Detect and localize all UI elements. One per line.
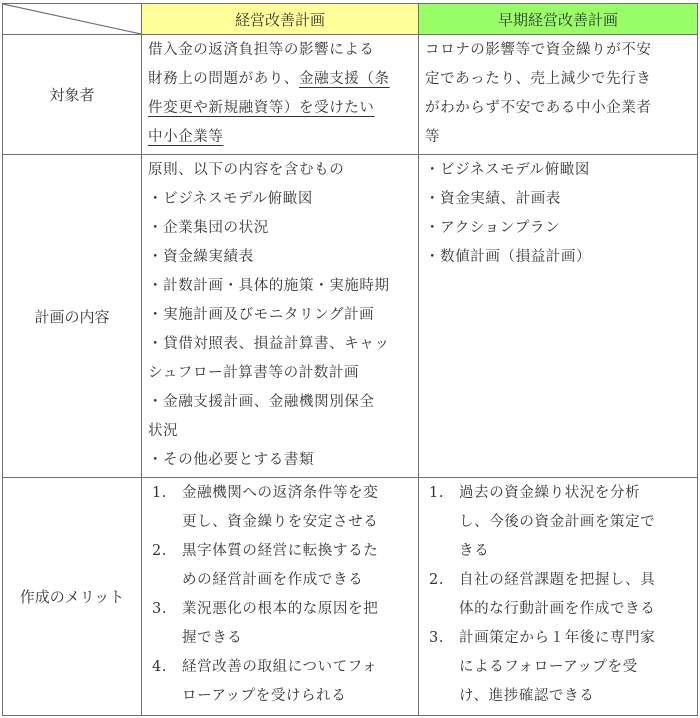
text-line <box>148 65 412 94</box>
underlined-text: 中小企業等 <box>148 129 224 145</box>
text-line <box>148 123 412 152</box>
text-line: 等 <box>425 129 441 145</box>
target-col1-cell <box>142 35 419 155</box>
item-number: 1. <box>429 485 445 501</box>
text-line: 握できる <box>182 630 243 646</box>
table-row-target <box>3 35 698 155</box>
list-item: ・アクションプラン <box>425 220 561 236</box>
list-item: ・ビジネスモデル俯瞰図 <box>148 191 313 207</box>
list-item: ・企業集団の状況 <box>148 220 269 236</box>
item-number: 2. <box>429 572 445 588</box>
text-line: 原則、以下の内容を含むもの <box>148 162 345 178</box>
list-item: ・その他必要とする書類 <box>148 452 315 468</box>
text-line: し、今後の資金計画を策定で <box>459 514 656 530</box>
item-number: 4. <box>152 659 168 675</box>
numbered-item <box>148 653 412 711</box>
text-line: 過去の資金繰り状況を分析 <box>459 485 641 501</box>
text-line: 体的な行動計画を作成できる <box>459 601 656 617</box>
text-line: 計画策定から１年後に専門家 <box>459 630 656 646</box>
underlined-text: 件変更や新規融資等）を受けたい <box>148 100 375 116</box>
text-segment: 財務上の問題があり、 <box>148 71 299 87</box>
list-item: ・資金繰実績表 <box>148 249 254 265</box>
numbered-item <box>425 566 691 624</box>
list-item: ・実施計画及びモニタリング計画 <box>148 307 375 323</box>
text-line: 黒字体質の経営に転換するた <box>182 543 379 559</box>
text-line: きる <box>459 543 490 559</box>
target-col2-cell <box>419 35 698 155</box>
text-line: 更し、資金繰りを安定させる <box>182 514 379 530</box>
table-row-merits <box>3 478 698 716</box>
merits-col1-cell <box>142 478 419 716</box>
underlined-text: 金融支援（条 <box>299 71 390 87</box>
text-line: によるフォローアップを受 <box>459 659 638 675</box>
numbered-item <box>425 479 691 566</box>
list-item: ・数値計画（損益計画） <box>425 249 592 265</box>
text-line: ローアップを受けられる <box>182 688 347 704</box>
item-number: 1. <box>152 485 168 501</box>
item-number: 2. <box>152 543 168 559</box>
text-line: け、進捗確認できる <box>459 688 595 704</box>
corner-cell <box>3 4 142 35</box>
table-row-plan-content <box>3 155 698 478</box>
diagonal-line-icon <box>3 4 141 34</box>
row-label-target: 対象者 <box>3 35 142 155</box>
text-line: 借入金の返済負担等の影響による <box>148 42 375 58</box>
list-item: ・資金実績、計画表 <box>425 191 561 207</box>
list-item: 状況 <box>148 423 179 439</box>
header-management-improvement-plan: 経営改善計画 <box>142 4 419 35</box>
text-line <box>148 94 412 123</box>
list-item: ・計数計画・具体的施策・実施時期 <box>148 278 390 294</box>
merits-col2-cell <box>419 478 698 716</box>
row-label-plan-content: 計画の内容 <box>3 155 142 478</box>
list-item: ・ビジネスモデル俯瞰図 <box>425 162 590 178</box>
plan-content-col1-cell <box>142 155 419 478</box>
text-line: コロナの影響等で資金繰りが不安 <box>425 42 652 58</box>
row-label-merits: 作成のメリット <box>3 478 142 716</box>
text-line: 金融機関への返済条件等を変 <box>182 485 379 501</box>
numbered-item <box>148 479 412 537</box>
list-item: ・金融支援計画、金融機関別保全 <box>148 394 375 410</box>
list-item: シュフロー計算書等の計数計画 <box>148 365 360 381</box>
numbered-item <box>425 624 691 711</box>
header-row <box>3 4 698 35</box>
text-line: がわからず不安である中小企業者 <box>425 100 652 116</box>
list-item: ・貸借対照表、損益計算書、キャッ <box>148 336 390 352</box>
plan-content-col2-cell <box>419 155 698 478</box>
text-line: 業況悪化の根本的な原因を把 <box>182 601 379 617</box>
item-number: 3. <box>152 601 168 617</box>
item-number: 3. <box>429 630 445 646</box>
header-early-management-improvement-plan: 早期経営改善計画 <box>419 4 698 35</box>
text-line: 定であったり、売上減少で先行き <box>425 71 652 87</box>
text-line: 自社の経営課題を把握し、具 <box>459 572 656 588</box>
numbered-item <box>148 595 412 653</box>
text-line: めの経営計画を作成できる <box>182 572 364 588</box>
numbered-item <box>148 537 412 595</box>
comparison-table <box>2 3 698 716</box>
text-line: 経営改善の取組についてフォ <box>182 659 378 675</box>
